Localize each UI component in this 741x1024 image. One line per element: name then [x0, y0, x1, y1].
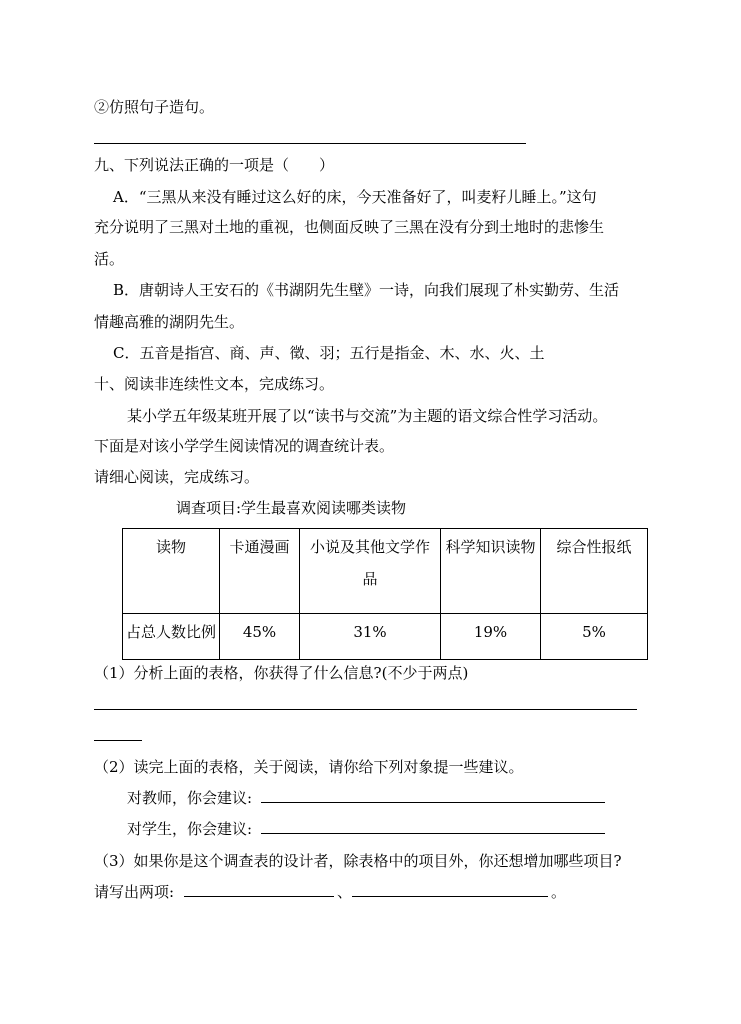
- table-header-cell: 科学知识读物: [441, 529, 541, 614]
- q9-option-a-line2: 充分说明了三黑对土地的重视，也侧面反映了三黑在没有分到土地时的悲惨生: [94, 218, 605, 236]
- answer-line[interactable]: [94, 709, 637, 710]
- q9-option-a-line3: 活。: [94, 250, 125, 268]
- table-cell: 19%: [441, 614, 541, 660]
- q9-option-c: C．五音是指宫、商、声、徵、羽；五行是指金、木、水、火、土: [113, 344, 545, 362]
- answer-line[interactable]: [94, 740, 142, 741]
- table-header-row: [123, 529, 648, 614]
- q9-option-b-line2: 情趣高雅的湖阴先生。: [94, 313, 245, 331]
- q10-intro-line3: 请细心阅读，完成练习。: [94, 468, 260, 486]
- answer-line: [94, 143, 526, 144]
- q9-option-a-line1: A．“三黑从来没有睡过这么好的床，今天准备好了，叫麦籽儿睡上。”这句: [113, 188, 597, 206]
- table-header-cell: 卡通漫画: [220, 529, 300, 614]
- item-two-line[interactable]: [352, 896, 548, 897]
- table-cell: 5%: [541, 614, 648, 660]
- q10-sub3-line2: 请写出两项:: [94, 883, 175, 901]
- table-cell: 45%: [220, 614, 300, 660]
- table-cell: 31%: [300, 614, 441, 660]
- survey-table: [122, 528, 648, 660]
- separator: 、: [337, 883, 353, 901]
- q10-sub3-line1: （3）如果你是这个调查表的设计者，除表格中的项目外，你还想增加哪些项目?: [94, 852, 622, 870]
- table-cell: 占总人数比例: [123, 614, 220, 660]
- q9-option-b-line1: B．唐朝诗人王安石的《书湖阴先生壁》一诗，向我们展现了朴实勤劳、生活: [113, 281, 620, 299]
- item-one-line[interactable]: [184, 896, 334, 897]
- q10-intro-line2: 下面是对该小学学生阅读情况的调查统计表。: [94, 437, 395, 455]
- student-suggestion-line[interactable]: [261, 833, 605, 834]
- q10-title: 十、阅读非连续性文本，完成练习。: [94, 375, 335, 393]
- period: 。: [551, 883, 567, 901]
- table-header-cell: 综合性报纸: [541, 529, 648, 614]
- table-caption: 调查项目:学生最喜欢阅读哪类读物: [176, 499, 407, 517]
- table-header-cell: 小说及其他文学作品: [300, 529, 441, 614]
- q10-intro-line1: 某小学五年级某班开展了以“读书与交流”为主题的语文综合性学习活动。: [127, 407, 608, 425]
- teacher-suggestion-label: 对教师，你会建议:: [127, 789, 253, 807]
- teacher-suggestion-line[interactable]: [261, 802, 605, 803]
- q10-sub1-prompt: （1）分析上面的表格，你获得了什么信息?(不少于两点): [94, 664, 469, 682]
- table-header-cell: 读物: [123, 529, 220, 614]
- student-suggestion-label: 对学生，你会建议:: [127, 820, 253, 838]
- q10-sub2-prompt: （2）读完上面的表格，关于阅读，请你给下列对象提一些建议。: [94, 758, 524, 776]
- q8-sub2-prompt: ②仿照句子造句。: [94, 98, 215, 116]
- table-row: [123, 614, 648, 660]
- q9-title: 九、下列说法正确的一项是（ ）: [94, 156, 335, 174]
